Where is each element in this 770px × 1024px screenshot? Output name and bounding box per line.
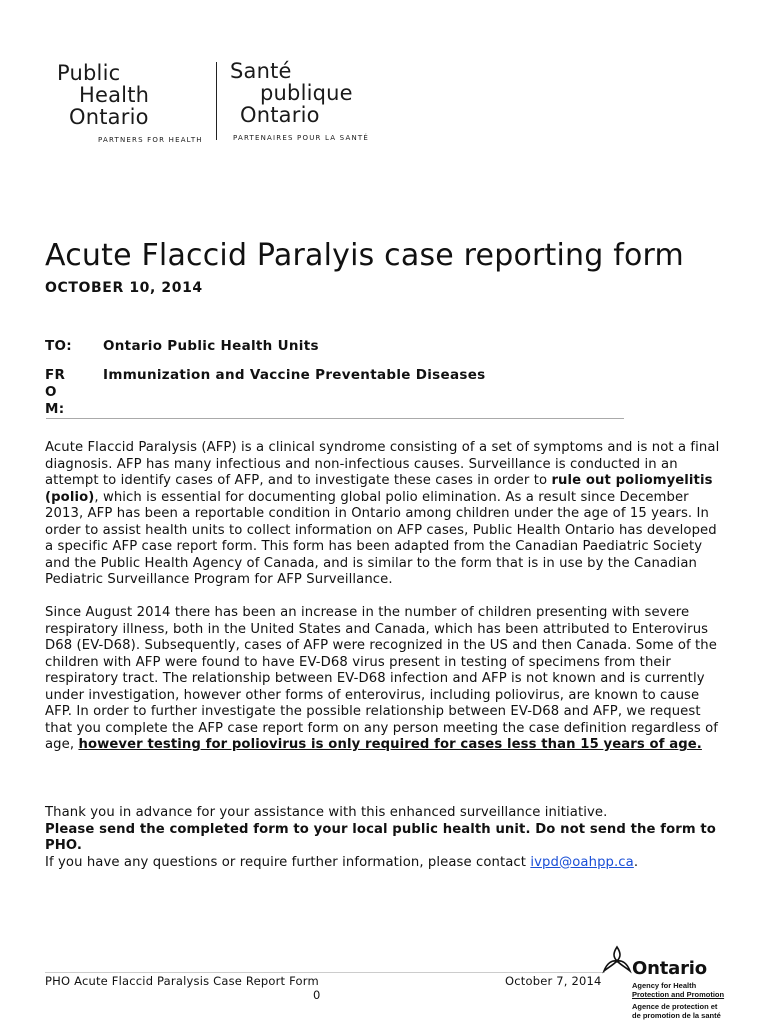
ontario-wordmark: Ontario <box>632 958 707 979</box>
p3-contact-text: If you have any questions or require further information, please contact <box>45 854 531 870</box>
p1-text-b: , which is essential for documenting global polio elimination. As a result since December 2013, AFP has been a reportable condition in Ontario among children under the age of 15 years. In order to assist health units to collect information on AFP cases, Public Health Ontario has developed a specific AFP case report form. This form has been adapted from the Canadian Paediatric Society and the Public Health Agency of Canada, and is similar to the form that is in use by the Canadian Pediatric Surveillance Program for AFP Surveillance. <box>45 489 717 587</box>
footer-date: October 7, 2014 <box>505 974 602 988</box>
logo-tagline-english: PARTNERS FOR HEALTH <box>98 136 203 144</box>
footer-page-number: 0 <box>313 988 321 1002</box>
ontario-agency-line4: de promotion de la santé <box>632 1010 721 1020</box>
p1-bold-rule-out: rule out poliomyelitis (polio) <box>45 473 713 505</box>
logo-tagline-french: PARTENAIRES POUR LA SANTÉ <box>233 134 369 142</box>
logo-line-public: Public <box>57 61 121 85</box>
p2-text-a: Since August 2014 there has been an increase in the number of children presenting with severe respiratory illness, both in the United States and Canada, which has been attributed to Enterovirus D68 (EV-D68). Subsequently, cases of AFP were recognized in the US and then Canada. Some of the children with AFP were found to have EV-D68 virus present in testing of specimens from their respiratory tract. The relationship between EV-D68 infection and AFP is not known and is currently under investigation, however other forms of enterovirus, including poliovirus, are known to cause AFP. In order to further investigate the possible relationship between EV-D68 and AFP, we request that you complete the AFP case report form on any person meeting the case definition regardless of age, <box>45 605 719 752</box>
ontario-agency-line1: Agency for Health <box>632 981 697 990</box>
ontario-agency-french <box>632 1003 721 1020</box>
logo-line-health: Health <box>79 83 150 107</box>
paragraph-thank-you <box>45 805 725 871</box>
document-date: OCTOBER 10, 2014 <box>45 280 203 296</box>
pho-logo-english <box>57 62 203 144</box>
logo-divider <box>216 62 217 140</box>
paragraph-ev-d68 <box>45 605 725 754</box>
footer-form-name: PHO Acute Flaccid Paralysis Case Report Form <box>45 974 319 988</box>
p3-contact-end: . <box>633 854 639 870</box>
to-label: TO: <box>45 338 72 354</box>
logo-line-ontario-fr: Ontario <box>240 103 320 127</box>
to-value: Ontario Public Health Units <box>103 338 319 354</box>
pho-logo-french <box>230 60 369 142</box>
header-divider <box>46 418 624 419</box>
trillium-icon <box>600 944 634 978</box>
from-label: FROM: <box>45 367 66 417</box>
ontario-agency-line2: Protection and Promotion <box>632 989 725 999</box>
logo-line-publique: publique <box>260 81 353 105</box>
p2-bold-underline: however testing for poliovirus is only required for cases less than 15 years of age. <box>78 737 702 752</box>
ontario-agency-english <box>632 982 724 999</box>
p3-contact-line <box>45 855 725 872</box>
footer-divider <box>45 972 605 973</box>
p3-line-thanks: Thank you in advance for your assistance with this enhanced surveillance initiative. <box>45 805 608 820</box>
contact-email-link[interactable]: ivpd@oahpp.ca <box>530 854 634 870</box>
p1-text-a: Acute Flaccid Paralysis (AFP) is a clinical syndrome consisting of a set of symptoms and is not a final diagnosis. AFP has many infectious and non-infectious causes. Surveillance is conducted in an attempt to identify cases of AFP, and to investigate these cases in order to <box>45 440 720 488</box>
document-title: Acute Flaccid Paralyis case reporting form <box>45 238 684 273</box>
paragraph-afp-intro <box>45 440 725 589</box>
p3-bold-instructions: Please send the completed form to your local public health unit. Do not send the form to PHO. <box>45 821 716 853</box>
ontario-agency-line3: Agence de protection et <box>632 1002 718 1011</box>
logo-line-ontario: Ontario <box>69 105 149 129</box>
logo-line-sante: Santé <box>230 59 292 83</box>
from-value: Immunization and Vaccine Preventable Diseases <box>103 367 486 383</box>
